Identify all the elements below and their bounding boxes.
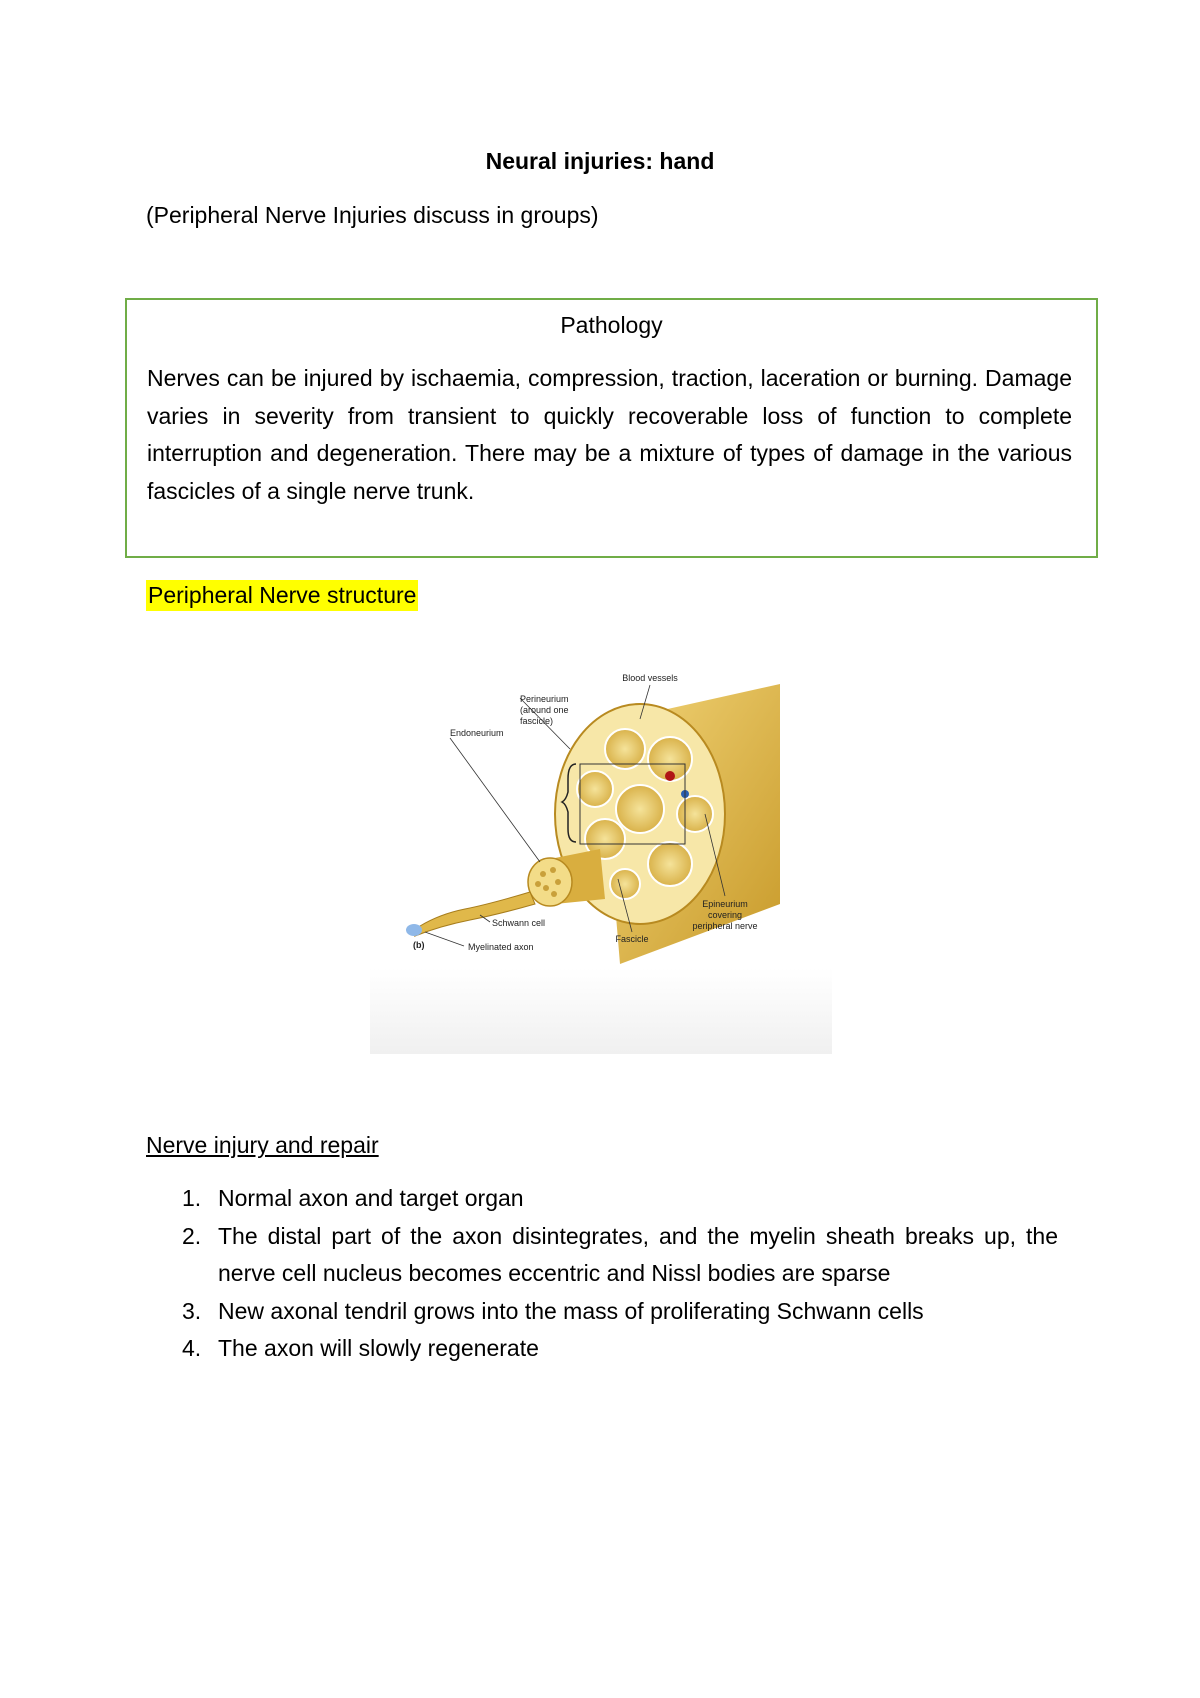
- pathology-text: Nerves can be injured by ischaemia, compression, traction, laceration or burning. Damage varies in severity from transient to quickly recoverable loss of function to complete interruption and degeneration. There may be a mixture of types of damage in the various fascicles of a single nerve trunk.: [147, 365, 1072, 504]
- repair-list: [146, 1180, 1058, 1368]
- axon-dot: [543, 885, 549, 891]
- leader-line: [425, 932, 464, 946]
- axon-tip: [406, 924, 422, 936]
- repair-heading: Nerve injury and repair: [146, 1132, 379, 1158]
- axon-dot: [550, 867, 556, 873]
- document-title: Neural injuries: hand: [485, 148, 715, 174]
- axon-dot: [540, 871, 546, 877]
- fascicle-circle: [605, 729, 645, 769]
- label-endoneurium: Endoneurium: [450, 728, 504, 738]
- document-subtitle: (Peripheral Nerve Injuries discuss in groups): [146, 202, 599, 228]
- myelinated-axon: [415, 892, 535, 936]
- list-text: The distal part of the axon disintegrates, and the myelin sheath breaks up, the nerve cell nucleus becomes eccentric and Nissl bodies are sparse: [218, 1222, 1058, 1286]
- label-myelinated-axon: Myelinated axon: [468, 942, 534, 952]
- list-item: [146, 1180, 1058, 1218]
- label-fascicle: Fascicle: [615, 934, 649, 944]
- list-number: 4.: [182, 1335, 202, 1361]
- label-schwann-cell: Schwann cell: [492, 918, 546, 928]
- list-number: 1.: [182, 1185, 202, 1211]
- list-item: [146, 1218, 1058, 1293]
- list-text: New axonal tendril grows into the mass of proliferating Schwann cells: [218, 1297, 924, 1324]
- leader-line: [450, 738, 540, 862]
- nerve-structure-figure: [370, 664, 832, 1054]
- list-number: 3.: [182, 1297, 202, 1324]
- list-item: [146, 1330, 1058, 1368]
- label-epineurium-line2: covering: [707, 910, 743, 920]
- label-perineurium-line3: fascicle): [520, 716, 554, 726]
- blood-vessel-red: [665, 771, 675, 781]
- structure-heading: Peripheral Nerve structure: [146, 580, 418, 611]
- fascicle-circle: [648, 842, 692, 886]
- axon-dot: [551, 891, 557, 897]
- label-epineurium: Epineurium: [702, 899, 748, 909]
- fascicle-circle: [610, 869, 640, 899]
- label-perineurium-line2: (around one: [520, 705, 569, 715]
- pathology-heading: Pathology: [560, 312, 663, 338]
- pathology-box: [125, 298, 1098, 558]
- label-epineurium-line3: peripheral nerve: [692, 921, 758, 931]
- label-blood-vessels: Blood vessels: [622, 673, 678, 683]
- fascicle-circle: [677, 796, 713, 832]
- list-item: [146, 1293, 1058, 1331]
- list-number: 2.: [182, 1222, 202, 1249]
- list-text: Normal axon and target organ: [218, 1185, 524, 1211]
- fascicle-circle: [577, 771, 613, 807]
- axon-dot: [555, 879, 561, 885]
- label-panel: (b): [413, 940, 425, 950]
- nerve-illustration: [370, 664, 832, 1054]
- label-perineurium: Perineurium: [520, 694, 569, 704]
- fascicle-end: [528, 858, 572, 906]
- fascicle-circle: [616, 785, 664, 833]
- list-text: The axon will slowly regenerate: [218, 1335, 539, 1361]
- axon-dot: [535, 881, 541, 887]
